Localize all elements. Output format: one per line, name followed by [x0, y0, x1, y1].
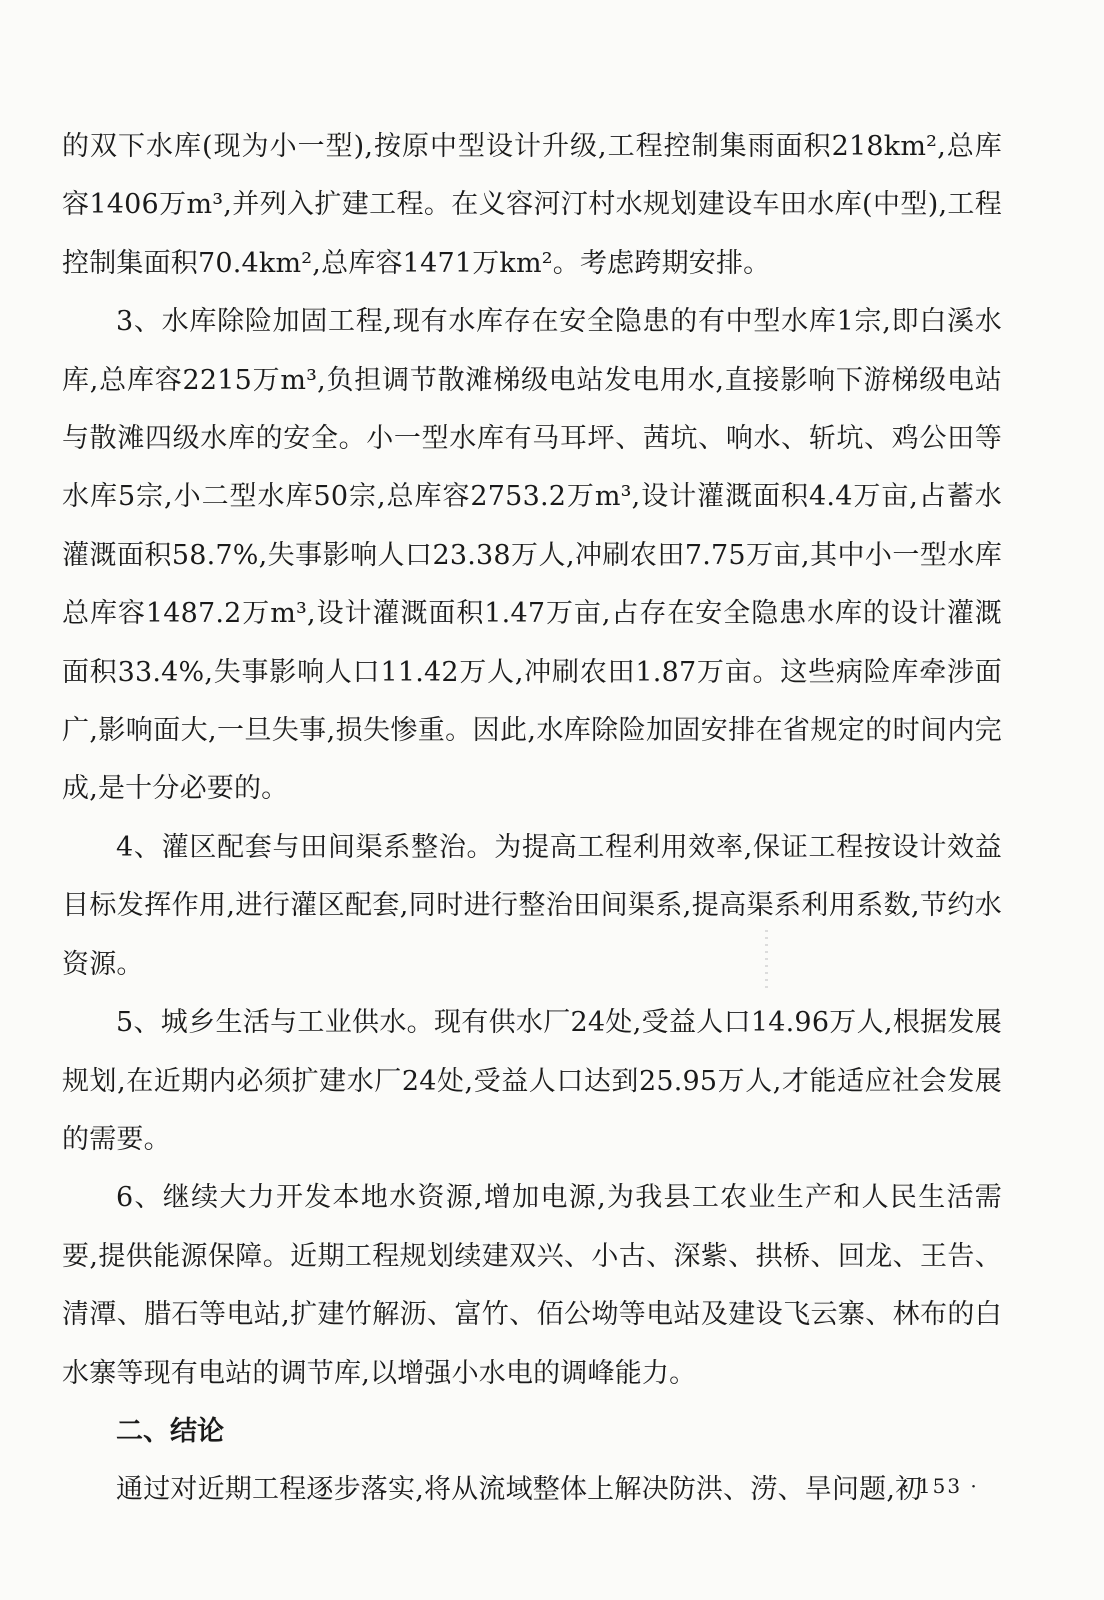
paragraph-conclusion: 通过对近期工程逐步落实,将从流域整体上解决防洪、涝、旱问题,初 — [116, 1474, 923, 1506]
body-text — [62, 118, 1002, 1520]
paragraph-reservoir-expansion: 的双下水库(现为小一型),按原中型设计升级,工程控制集雨面积218km²,总库容1406万m³,并列入扩建工程。在义容河汀村水规划建设车田水库(中型),工程控制集面积70.4km²,总库容1471万km²。考虑跨期安排。 — [62, 131, 1002, 279]
section-heading-conclusion: 二、结论 — [116, 1415, 224, 1447]
page-number: · 153 · — [901, 1474, 979, 1498]
paragraph-hydropower: 6、继续大力开发本地水资源,增加电源,为我县工农业生产和人民生活需要,提供能源保障。近期工程规划续建双兴、小古、深紫、拱桥、回龙、王告、清潭、腊石等电站,扩建竹解沥、富竹、佰公坳等电站及建设飞云寨、林布的白水寨等现有电站的调节库,以增强小水电的调峰能力。 — [62, 1182, 1002, 1389]
paragraph-irrigation-channels: 4、灌区配套与田间渠系整治。为提高工程利用效率,保证工程按设计效益目标发挥作用,进行灌区配套,同时进行整治田间渠系,提高渠系利用系数,节约水资源。 — [62, 831, 1002, 980]
paragraph-water-supply: 5、城乡生活与工业供水。现有供水厂24处,受益人口14.96万人,根据发展规划,在近期内必须扩建水厂24处,受益人口达到25.95万人,才能适应社会发展的需要。 — [62, 1007, 1002, 1155]
scan-artifact — [765, 930, 768, 990]
paragraph-reservoir-reinforcement: 3、水库除险加固工程,现有水库存在安全隐患的有中型水库1宗,即白溪水库,总库容2215万m³,负担调节散滩梯级电站发电用水,直接影响下游梯级电站与散滩四级水库的安全。小一型水库有马耳坪、茜坑、响水、斩坑、鸡公田等水库5宗,小二型水库50宗,总库容2753.2万m³,设计灌溉面积4.4万亩,占蓄水灌溉面积58.7%,失事影响人口23.38万人,冲刷农田7.75万亩,其中小一型水库总库容1487.2万m³,设计灌溉面积1.47万亩,占存在安全隐患水库的设计灌溉面积33.4%,失事影响人口11.42万人,冲刷农田1.87万亩。这些病险库牵涉面广,影响面大,一旦失事,损失惨重。因此,水库除险加固安排在省规定的时间内完成,是十分必要的。 — [62, 306, 1002, 805]
